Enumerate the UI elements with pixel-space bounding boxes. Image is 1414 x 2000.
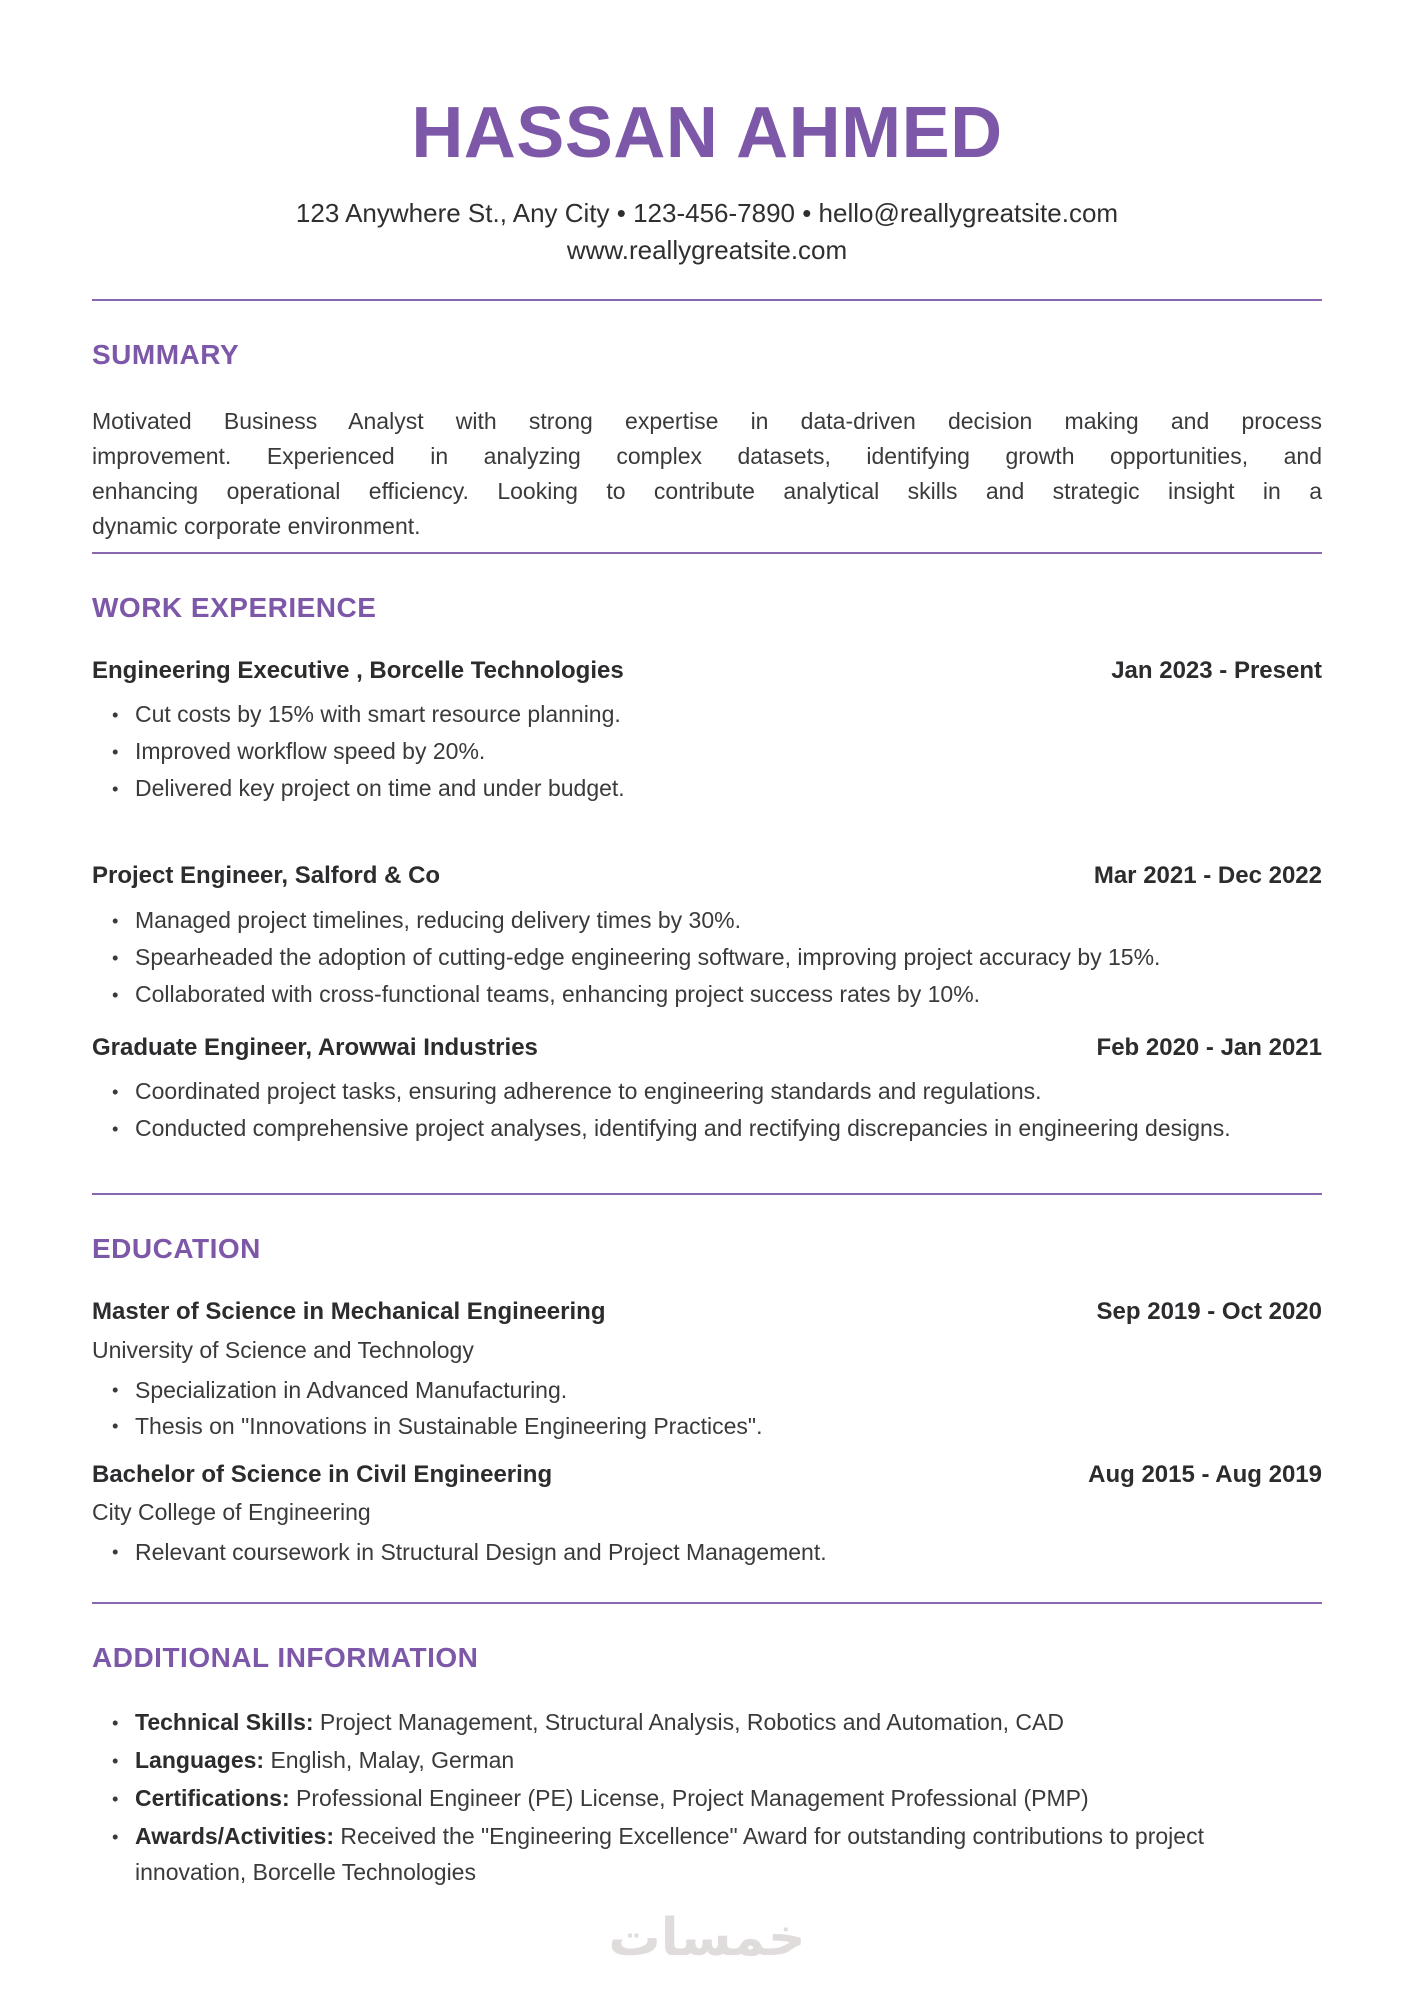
section-divider: [92, 299, 1322, 301]
contact-line-1: 123 Anywhere St., Any City • 123-456-7890 • hello@reallygreatsite.com: [295, 198, 1119, 228]
section-divider: [92, 1193, 1322, 1195]
job-header-row: [92, 1035, 1322, 1061]
job-entry: [92, 863, 1322, 1012]
job-entry: [92, 1035, 1322, 1147]
summary-line: Motivated Business Analyst with strong expertise in data-driven decision making and process: [92, 408, 1322, 434]
job-bullet: • Conducted comprehensive project analyses, identifying and rectifying discrepancies in engineering designs.: [92, 1110, 1282, 1147]
additional-info-label: Languages:: [135, 1746, 265, 1773]
additional-info-text: Project Management, Structural Analysis, Robotics and Automation, CAD: [313, 1708, 1064, 1735]
section-title-summary: SUMMARY: [92, 339, 240, 370]
additional-info-label: Technical Skills:: [135, 1708, 314, 1735]
additional-info-item: [92, 1742, 1282, 1778]
summary-line: improvement. Experienced in analyzing complex datasets, identifying growth opportunities, and: [92, 443, 1322, 469]
degree-bullet: • Thesis on "Innovations in Sustainable Engineering Practices".: [92, 1408, 1282, 1444]
additional-info-item: [92, 1780, 1282, 1816]
job-bullet-list: [92, 1073, 1322, 1147]
degree-title: Bachelor of Science in Civil Engineering: [92, 1460, 553, 1488]
degree-bullet-list: [92, 1534, 1322, 1570]
work-experience-section: [92, 592, 1322, 1147]
additional-info-list: [92, 1704, 1322, 1890]
additional-info-text: Professional Engineer (PE) License, Project Management Professional (PMP): [289, 1784, 1089, 1811]
job-title: Graduate Engineer, Arowwai Industries: [92, 1033, 538, 1061]
degree-entry: [92, 1299, 1322, 1443]
job-bullet: • Improved workflow speed by 20%.: [92, 733, 1282, 770]
degree-dates: Sep 2019 - Oct 2020: [1096, 1298, 1322, 1326]
additional-info-text: Received the "Engineering Excellence" Award for outstanding contributions to project innovation, Borcelle Technologies: [135, 1822, 1204, 1885]
job-entry: [92, 658, 1322, 807]
summary-paragraph: [92, 404, 1322, 544]
job-bullet: • Cut costs by 15% with smart resource planning.: [92, 696, 1282, 733]
summary-line: enhancing operational efficiency. Looking to contribute analytical skills and strategic insight in a: [92, 478, 1322, 504]
job-title: Engineering Executive , Borcelle Technologies: [92, 657, 624, 684]
candidate-name: HASSAN AHMED: [411, 93, 1003, 173]
additional-info-label: Certifications:: [135, 1784, 290, 1811]
job-header-row: [92, 863, 1322, 889]
job-dates: Mar 2021 - Dec 2022: [1093, 862, 1322, 890]
section-title-additional-information: ADDITIONAL INFORMATION: [92, 1641, 479, 1673]
section-divider: [92, 552, 1322, 554]
job-bullet: • Delivered key project on time and under budget.: [92, 770, 1282, 807]
job-title: Project Engineer, Salford & Co: [92, 862, 441, 890]
degree-header-row: [92, 1299, 1322, 1325]
additional-info-item: [92, 1818, 1282, 1890]
school-name: City College of Engineering: [92, 1498, 371, 1525]
job-dates: Feb 2020 - Jan 2021: [1096, 1033, 1322, 1061]
khamsat-watermark: خمسات: [608, 1908, 806, 1968]
job-bullet: • Coordinated project tasks, ensuring adherence to engineering standards and regulations.: [92, 1073, 1282, 1110]
job-bullet: • Collaborated with cross-functional teams, enhancing project success rates by 10%.: [92, 976, 1282, 1013]
degree-bullet: • Relevant coursework in Structural Design and Project Management.: [92, 1534, 1282, 1570]
degree-entry: [92, 1462, 1322, 1570]
school-name: University of Science and Technology: [92, 1336, 474, 1363]
job-header-row: [92, 658, 1322, 684]
job-bullet-list: [92, 902, 1322, 1013]
job-bullet-list: [92, 696, 1322, 807]
additional-info-text: English, Malay, German: [264, 1746, 515, 1773]
degree-dates: Aug 2015 - Aug 2019: [1088, 1460, 1322, 1488]
summary-line: dynamic corporate environment.: [92, 513, 421, 539]
contact-line-2: www.reallygreatsite.com: [566, 235, 848, 265]
additional-info-item: [92, 1704, 1282, 1740]
degree-header-row: [92, 1462, 1322, 1488]
job-bullet: • Managed project timelines, reducing delivery times by 30%.: [92, 902, 1282, 939]
degree-bullet-list: [92, 1372, 1322, 1444]
additional-info-label: Awards/Activities:: [135, 1822, 334, 1849]
resume-header: [92, 0, 1322, 269]
degree-bullet: • Specialization in Advanced Manufacturing.: [92, 1372, 1282, 1408]
additional-information-section: [92, 1642, 1322, 1890]
section-title-education: EDUCATION: [92, 1233, 261, 1265]
education-section: [92, 1233, 1322, 1570]
summary-section: [92, 339, 1322, 544]
degree-title: Master of Science in Mechanical Engineering: [92, 1298, 606, 1326]
job-dates: Jan 2023 - Present: [1111, 657, 1322, 684]
contact-block: [92, 195, 1322, 269]
job-bullet: • Spearheaded the adoption of cutting-edge engineering software, improving project accuracy by 15%.: [92, 939, 1282, 976]
section-title-work-experience: WORK EXPERIENCE: [92, 592, 377, 623]
section-divider: [92, 1602, 1322, 1604]
